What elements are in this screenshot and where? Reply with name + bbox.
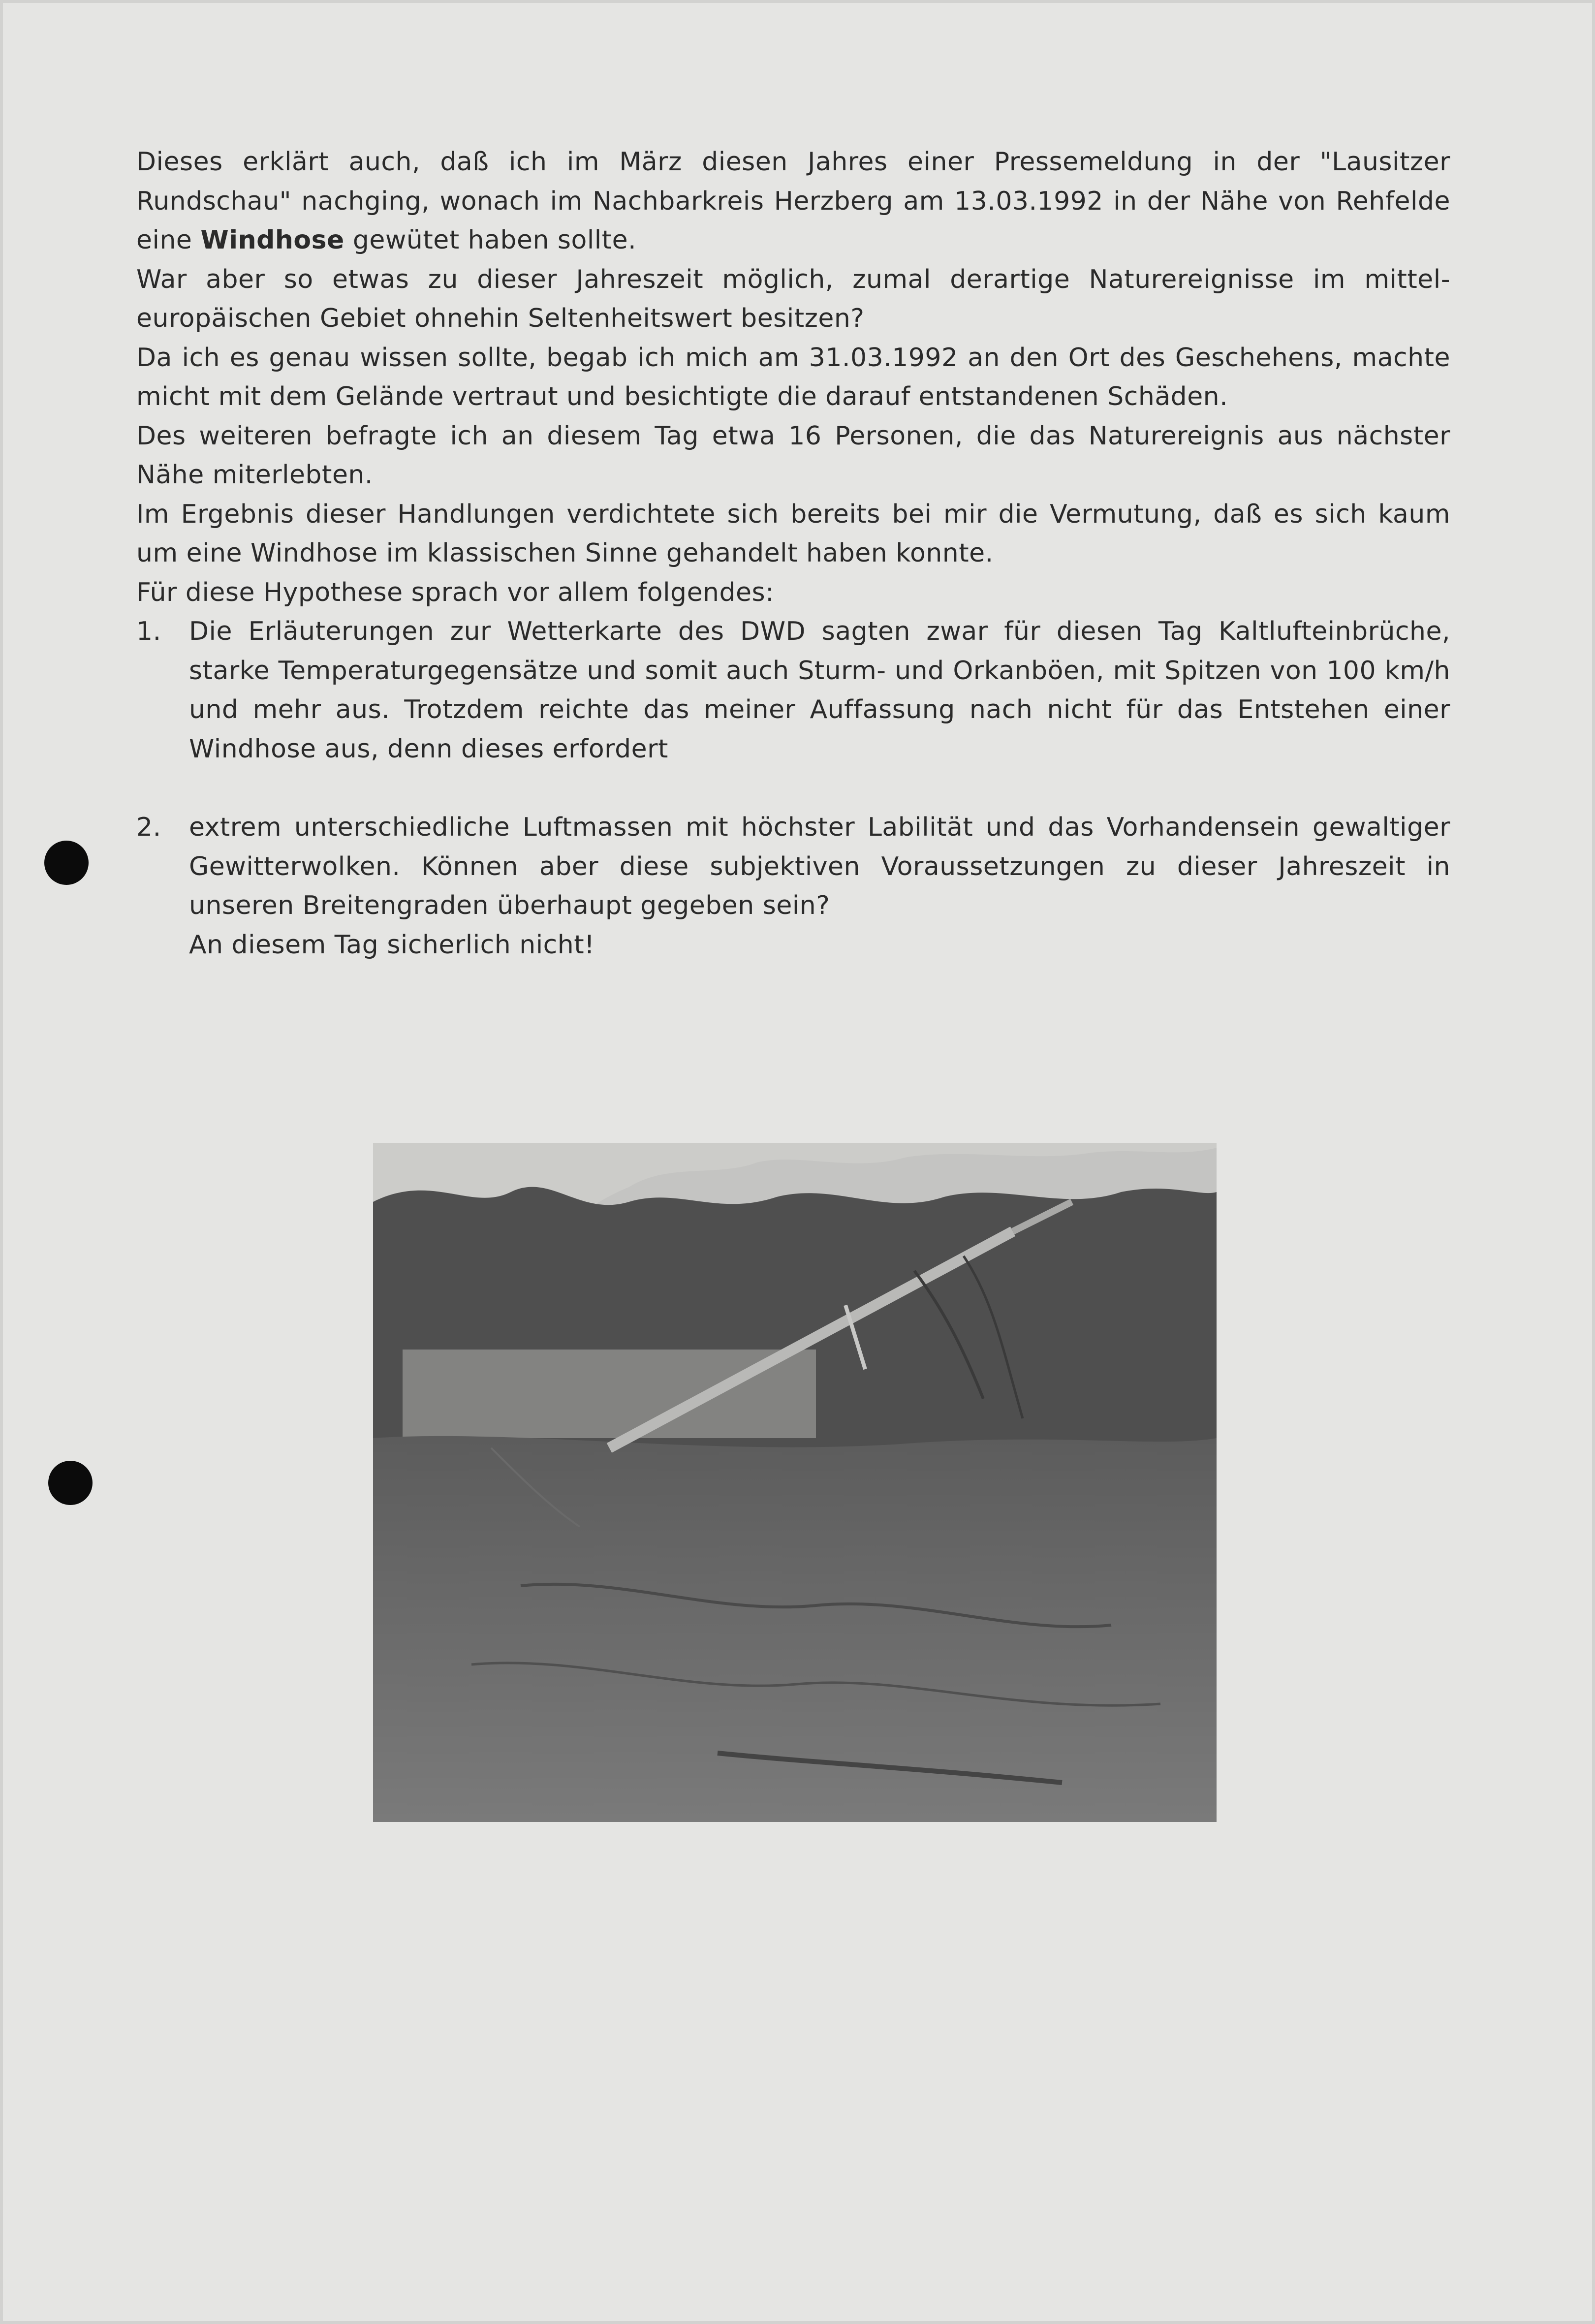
list-item-2 [136, 808, 1450, 965]
list-number: 1. [136, 617, 161, 646]
paragraph-site-visit: Da ich es genau wissen sollte, begab ich mich am 31.03.1992 an den Ort des Geschehens, machte micht mit dem Gelände vertraut und besichtigte die darauf entstandenen Schäden. [136, 343, 1450, 411]
paragraph-conclusion: Im Ergebnis dieser Handlungen verdichtete sich bereits bei mir die Vermutung, daß es sich kaum um eine Windhose im klassischen Sinne gehandelt haben konnte. [136, 499, 1450, 568]
spacer [136, 769, 1450, 808]
paragraph-interviews: Des weiteren befragte ich an diesem Tag etwa 16 Personen, die das Naturereignis aus nächster Nähe miterlebten. [136, 421, 1450, 490]
body-text [136, 143, 1450, 965]
punch-hole-lower [48, 1461, 93, 1505]
list-text: Die Erläuterungen zur Wetterkarte des DWD sagten zwar für diesen Tag Kaltlufteinbrüche, starke Temperaturgegensätze und somit auch Sturm- und Orkanböen, mit Spitzen von 100 km/h und mehr aus. Trotzdem reichte das meiner Auffassung nach nicht für das Entstehen einer Windhose aus, denn dieses erfordert [189, 617, 1450, 764]
paragraph-press-report [136, 143, 1450, 260]
list-number: 2. [136, 813, 161, 842]
emphasis-windhose: Windhose [200, 225, 344, 255]
storm-damage-photo [373, 1143, 1217, 1822]
paragraph-question: War aber so etwas zu dieser Jahreszeit möglich, zumal derartige Naturereignisse im mittel-europäischen Gebiet ohnehin Seltenheitswert besitzen? [136, 264, 1450, 333]
list-closing-text: An diesem Tag sicherlich nicht! [189, 930, 595, 960]
paragraph-text: Dieses erklärt auch, daß ich im März diesen Jahres einer Pressemeldung in der "Lausitzer Rundschau" nachging, wonach im Nachbarkreis Herzberg am 13.03.1992 in der Nähe von Rehfelde eine [136, 147, 1450, 255]
paragraph-hypothesis: Für diese Hypothese sprach vor allem folgendes: [136, 577, 775, 607]
paragraph-text: gewütet haben sollte. [344, 225, 637, 255]
list-text: extrem unterschiedliche Luftmassen mit höchster Labilität und das Vorhandensein gewaltiger Gewitterwolken. Können aber diese subjektiven Voraussetzungen zu dieser Jahreszeit in unseren Breitengraden überhaupt gegeben sein? [189, 813, 1450, 920]
list-item-1 [136, 612, 1450, 769]
punch-hole-upper [44, 841, 89, 885]
